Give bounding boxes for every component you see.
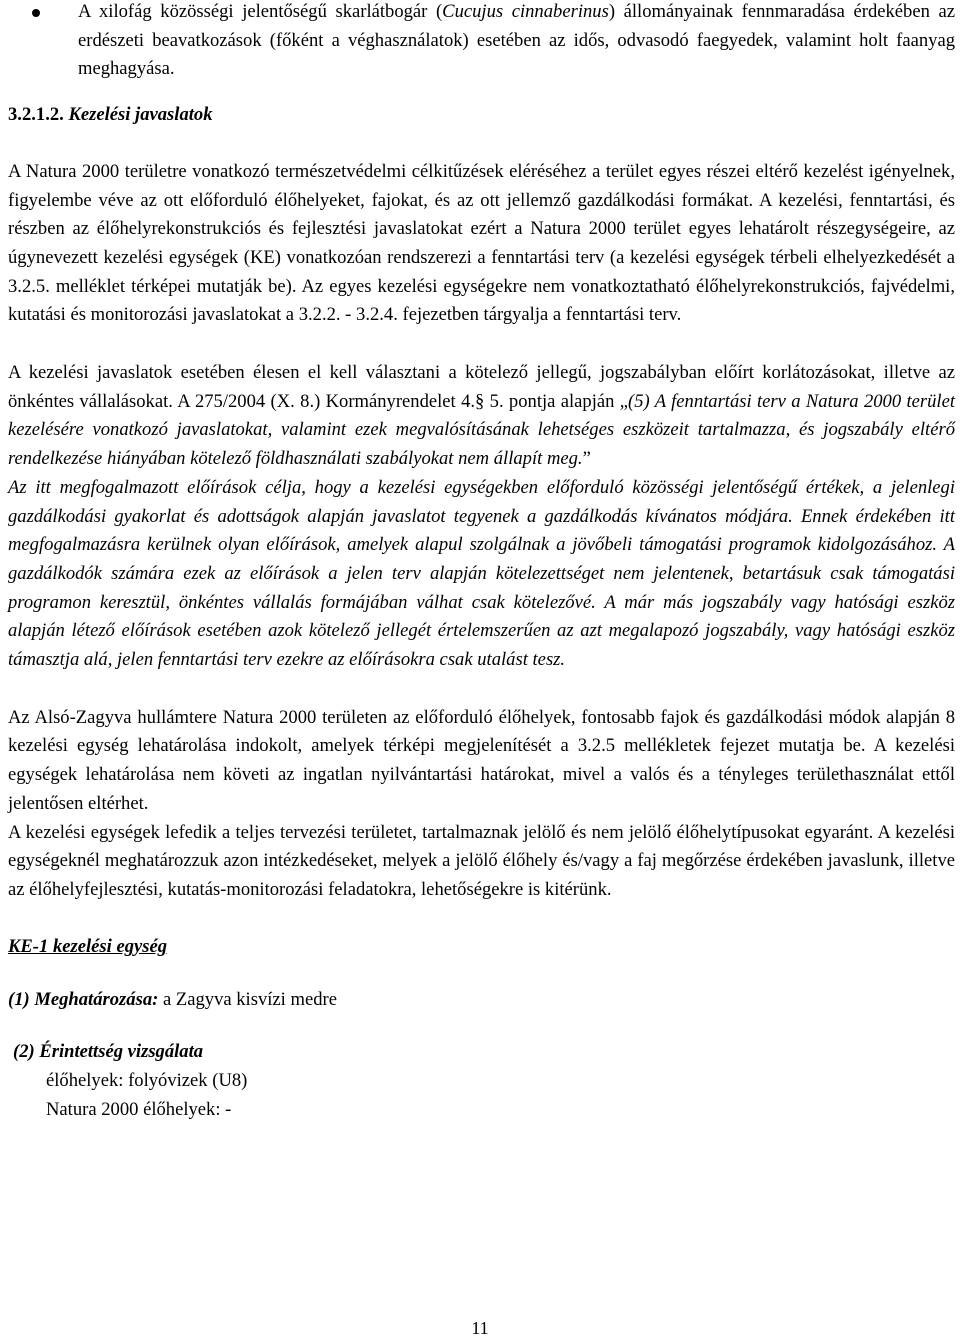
section-title: Kezelési javaslatok <box>68 104 213 126</box>
bullet-dot-icon <box>32 9 40 17</box>
paragraph-intro: A Natura 2000 területre vonatkozó természetvédelmi célkitűzések eléréséhez a terület egyes részei eltérő kezelést igényelnek, figyelembe véve az ott előforduló élőhelyeket, fajokat, és az ott jellemző gazdálkodási formákat. A kezelési, fenntartási, és részben az élőhelyrekonstrukciós és fejlesztési javaslatokat ezért a Natura 2000 terület egyes lehatárolt részegységeire, az úgynevezett kezelési egységek (KE) vonatkozóan rendszerezi a fenntartási terv (a kezelési egységek térbeli elhelyezkedését a 3.2.5. melléklet térképei mutatják be). Az egyes kezelési egységekre nem vonatkoztatható élőhelyrekonstrukciós, fajvédelmi, kutatási és monitorozási javaslatokat a 3.2.2. - 3.2.4. fejezetben tárgyalja a fenntartási terv. <box>8 160 955 326</box>
bullet-text-after: ) állományainak fennmaradása érdekében az erdészeti beavatkozások (főként a véghasználatok) esetében az idős, odvasodó faegyedek, valamint holt faanyag meghagyása. <box>78 1 955 80</box>
section-number: 3.2.1.2. <box>8 104 64 126</box>
quote-close: ” <box>582 448 591 470</box>
paragraph-purpose-text: Az itt megfogalmazott előírások célja, hogy a kezelési egységekben előforduló közösségi jelentőségű értékek, a jelenlegi gazdálkodási gyakorlat és adottságok alapján javaslatot tegyenek a gazdálkodás kívánatos módjára. Ennek érdekében itt megfogalmazásra kerülnek olyan előírások, amelyek alapul szolgálnak a jövőbeli támogatási programok kidolgozásához. A gazdálkodók számára ezek az előírások a jelen terv alapján kötelezettséget nem jelentenek, betartásuk csak támogatási programon keresztül, önkéntes vállalás formájában válhat csak kötelezővé. A már más jogszabály vagy hatósági eszköz alapján létező előírások esetében azok kötelező jellegét értelemszerűen az azt megalapozó jogszabály, vagy hatósági eszköz támasztja alá, jelen fenntartási terv ezekre az előírásokra csak utalást tesz. <box>8 476 955 671</box>
paragraph-legal-text: A kezelési javaslatok esetében élesen el kell választani a kötelező jellegű, jogszabályban előírt korlátozásokat, illetve az önkéntes vállalásokat. A 275/2004 (X. 8.) Kormányrendelet 4.§ 5. pontja alapján „ <box>8 362 955 412</box>
ke1-title <box>8 933 955 962</box>
ke1-title-text: KE-1 kezelési egység <box>8 935 168 957</box>
paragraph-legal <box>8 359 955 474</box>
species-name: Cucujus cinnaberinus <box>442 1 609 22</box>
section-heading <box>8 101 955 130</box>
paragraph-units: A kezelési egységek lefedik a teljes tervezési területet, tartalmaznak jelölő és nem jelölő élőhelytípusokat egyaránt. A kezelési egységeknél meghatározzuk azon intézkedéseket, melyek a jelölő élőhely és/vagy a faj megőrzése érdekében javaslunk, illetve az élőhelyfejlesztési, kutatás-monitorozási feladatokra, lehetőségekre is kitérünk. <box>8 821 955 900</box>
ke1-impact-label: (2) Érintettség vizsgálata <box>13 1041 204 1063</box>
bullet-text-before: A xilofág közösségi jelentőségű skarlátbogár ( <box>78 1 443 22</box>
page-number: 11 <box>471 1318 489 1338</box>
ke1-habitats: élőhelyek: folyóvizek (U8) <box>46 1069 248 1091</box>
document-page <box>8 0 955 1124</box>
ke1-natura-habitats: Natura 2000 élőhelyek: - <box>46 1098 232 1120</box>
bullet-item <box>8 0 955 84</box>
paragraph-purpose <box>8 474 955 675</box>
ke1-definition <box>8 986 955 1015</box>
legal-quote: (5) A fenntartási terv a Natura 2000 terület kezelésére vonatkozó javaslatokat, valamint ezek megvalósításának lehetséges eszközeit tartalmazza, és jogszabály eltérő rendelkezése hiányában kötelező földhasználati szabályokat nem állapít meg. <box>8 390 956 470</box>
ke1-definition-value: a Zagyva kisvízi medre <box>158 989 337 1011</box>
paragraph-area: Az Alsó-Zagyva hullámtere Natura 2000 területen az előforduló élőhelyek, fontosabb fajok és gazdálkodási módok alapján 8 kezelési egység lehatárolása indokolt, amelyek térképi megjelenítését a 3.2.5 mellékletek fejezet mutatja be. A kezelési egységek lehatárolása nem követi az ingatlan nyilvántartási határokat, mivel a valós és a tényleges területhasználat ettől jelentősen eltérhet. <box>8 706 955 814</box>
ke1-definition-label: (1) Meghatározása: <box>8 989 159 1011</box>
ke1-impact <box>8 1038 955 1124</box>
